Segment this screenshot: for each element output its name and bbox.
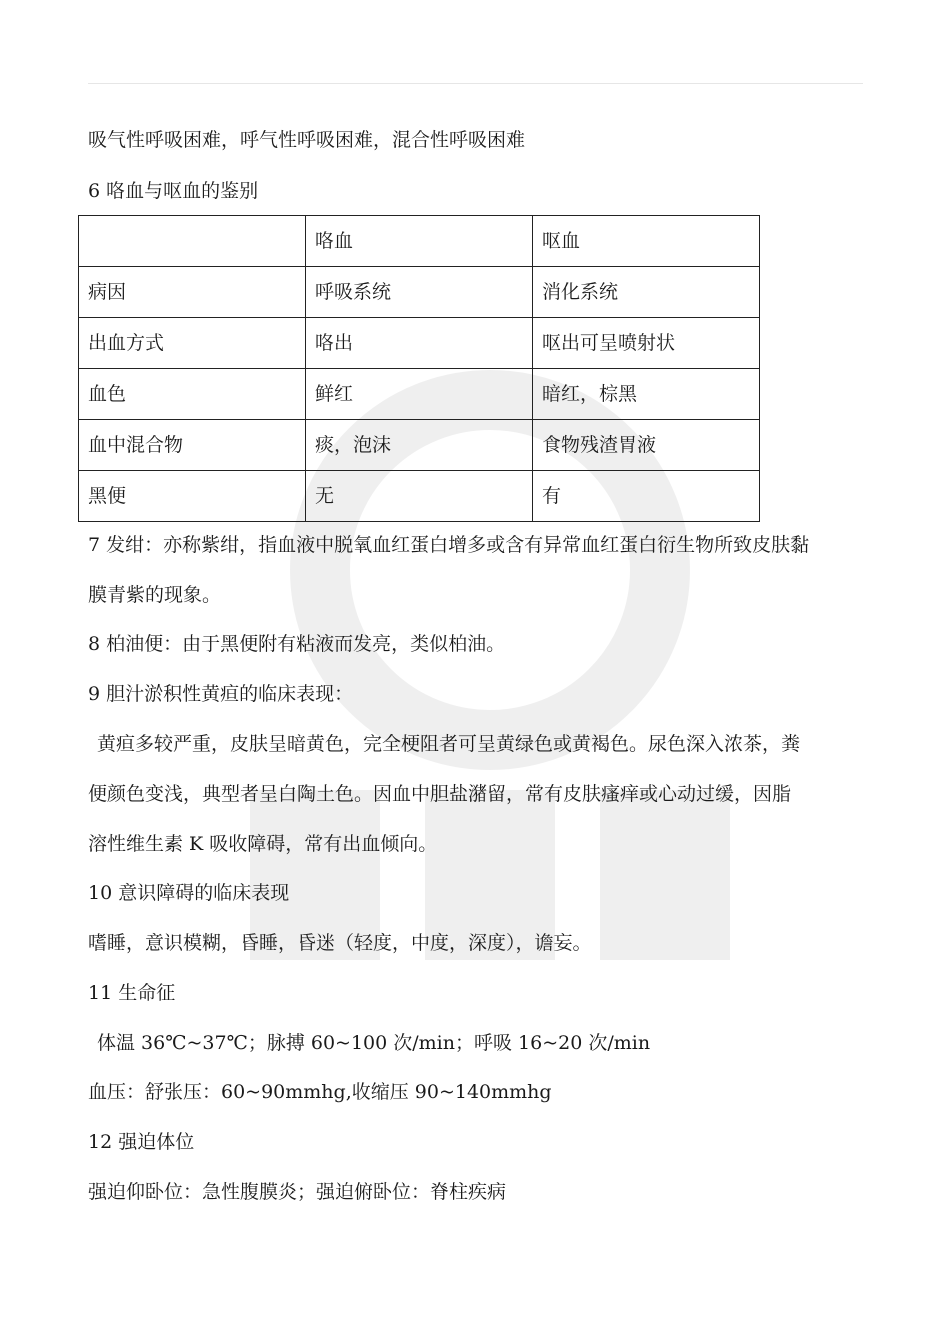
section-12-heading: 12 强迫体位 [88, 1131, 195, 1153]
section-11-heading: 11 生命征 [88, 982, 176, 1004]
jaundice-paragraph-line3: 溶性维生素 K 吸收障碍，常有出血倾向。 [88, 833, 438, 855]
section-10-heading: 10 意识障碍的临床表现 [88, 882, 290, 904]
table-cell: 黑便 [79, 471, 306, 522]
section-6-heading: 6 咯血与呕血的鉴别 [88, 180, 259, 202]
table-cell: 出血方式 [79, 318, 306, 369]
table-cell: 病因 [79, 267, 306, 318]
table-cell: 血中混合物 [79, 420, 306, 471]
table-cell: 呼吸系统 [306, 267, 533, 318]
table-cell: 血色 [79, 369, 306, 420]
table-header-cell: 咯血 [306, 216, 533, 267]
table-cell: 痰，泡沫 [306, 420, 533, 471]
jaundice-paragraph-line2: 便颜色变浅，典型者呈白陶土色。因血中胆盐潴留，常有皮肤瘙痒或心动过缓，因脂 [88, 783, 792, 805]
table-row [79, 471, 760, 522]
table-header-row [79, 216, 760, 267]
table-cell: 暗红，棕黑 [533, 369, 760, 420]
table-cell: 无 [306, 471, 533, 522]
table-row [79, 318, 760, 369]
table-header-cell: 呕血 [533, 216, 760, 267]
dyspnea-types: 吸气性呼吸困难，呼气性呼吸困难，混合性呼吸困难 [88, 129, 526, 151]
jaundice-paragraph-line1: 黄疸多较严重，皮肤呈暗黄色，完全梗阻者可呈黄绿色或黄褐色。尿色深入浓茶，粪 [97, 733, 801, 755]
table-row [79, 420, 760, 471]
tarry-stool-definition: 8 柏油便：由于黑便附有粘液而发亮，类似柏油。 [88, 633, 506, 655]
table-cell: 食物残渣胃液 [533, 420, 760, 471]
table-row [79, 369, 760, 420]
table-cell: 消化系统 [533, 267, 760, 318]
table-row [79, 267, 760, 318]
table-header-cell [79, 216, 306, 267]
table-cell: 呕出可呈喷射状 [533, 318, 760, 369]
header-rule [88, 83, 863, 84]
vital-signs-blood-pressure: 血压：舒张压：60~90mmhg,收缩压 90~140mmhg [88, 1081, 552, 1103]
cyanosis-definition-line1: 7 发绀：亦称紫绀，指血液中脱氧血红蛋白增多或含有异常血红蛋白衍生物所致皮肤黏 [88, 534, 810, 556]
forced-position-examples: 强迫仰卧位：急性腹膜炎；强迫俯卧位：脊柱疾病 [88, 1181, 507, 1203]
cyanosis-definition-line2: 膜青紫的现象。 [88, 584, 222, 606]
hemoptysis-hematemesis-table [78, 215, 760, 522]
section-9-heading: 9 胆汁淤积性黄疸的临床表现： [88, 683, 354, 705]
table-cell: 有 [533, 471, 760, 522]
table-cell: 咯出 [306, 318, 533, 369]
table-cell: 鲜红 [306, 369, 533, 420]
vital-signs-line1: 体温 36℃~37℃；脉搏 60~100 次/min；呼吸 16~20 次/min [97, 1032, 651, 1054]
consciousness-disorders: 嗜睡，意识模糊，昏睡，昏迷（轻度，中度，深度），谵妄。 [88, 932, 592, 954]
